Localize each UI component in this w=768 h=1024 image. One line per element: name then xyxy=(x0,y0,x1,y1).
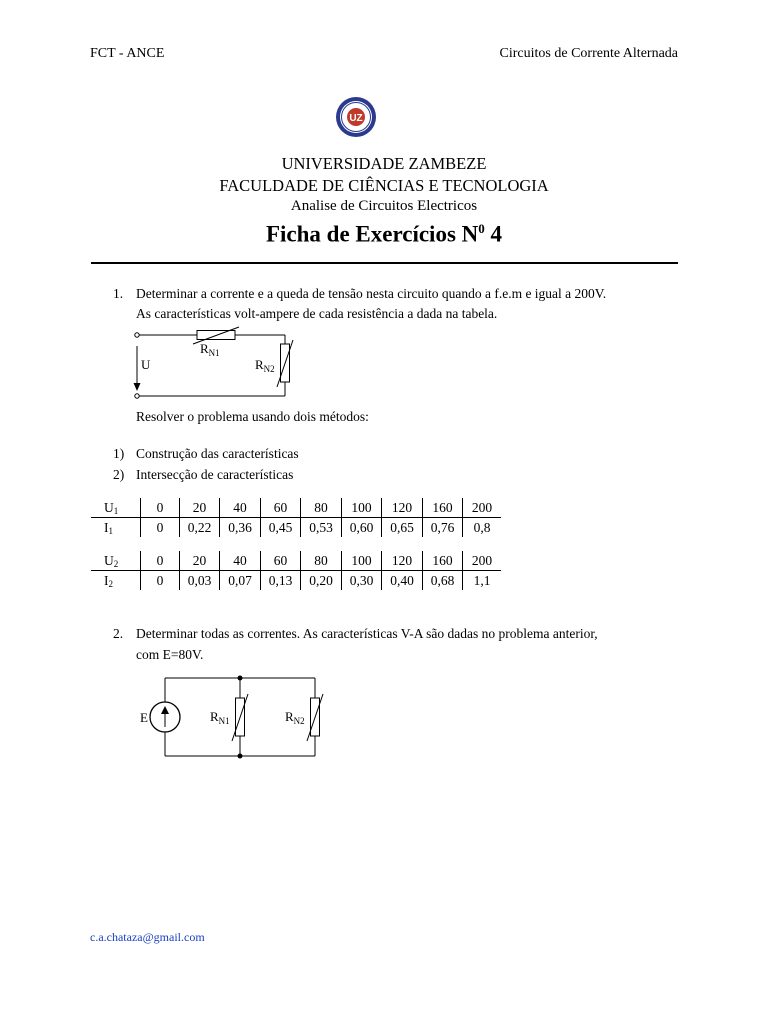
problem2-line2: com E=80V. xyxy=(136,647,204,662)
method-2-text: Intersecção de características xyxy=(136,467,294,482)
course-name: Analise de Circuitos Electricos xyxy=(290,198,478,214)
table-cell: 0,07 xyxy=(220,571,261,591)
problem1-number: 1. xyxy=(113,286,124,301)
table-cell: 0,53 xyxy=(301,518,342,538)
u1-label: $U_1$ xyxy=(91,498,141,518)
table-cell: 60 xyxy=(261,498,301,518)
table-cell: 120 xyxy=(382,551,423,571)
table-cell: 0,68 xyxy=(423,571,463,591)
table-cell: 0 xyxy=(141,571,180,591)
u2-label: $U_2$ xyxy=(91,551,141,571)
header-right: Circuitos de Corrente Alternada xyxy=(499,46,678,61)
table-cell: 0,60 xyxy=(342,518,382,538)
table-cell: 160 xyxy=(423,551,463,571)
table-cell: 0 xyxy=(141,551,180,571)
table-cell: 0,03 xyxy=(180,571,220,591)
source-label-e: E xyxy=(140,710,148,725)
method-1-number: 1) xyxy=(113,446,125,461)
table-cell: 0,45 xyxy=(261,518,301,538)
rn2-label-2: $R_{N2}$ xyxy=(285,709,305,726)
seal-text: UZ xyxy=(349,113,363,124)
method-2-number: 2) xyxy=(113,467,125,482)
problem1-line1: Determinar a corrente e a queda de tensão nesta circuito quando a f.e.m e igual a 200V. xyxy=(136,286,607,301)
table-row xyxy=(91,571,501,591)
source-arrow-icon xyxy=(161,706,169,714)
table-cell: 0 xyxy=(141,518,180,538)
table-cell: 80 xyxy=(301,498,342,518)
table-cell: 0,30 xyxy=(342,571,382,591)
table-cell: 0 xyxy=(141,498,180,518)
problem2-number: 2. xyxy=(113,626,124,641)
table-row xyxy=(91,498,501,518)
junction-bottom-icon xyxy=(238,754,243,759)
table-row xyxy=(91,518,501,538)
footer-email-link[interactable]: c.a.chataza@gmail.com xyxy=(90,930,205,944)
table-cell: 60 xyxy=(261,551,301,571)
university-seal-icon xyxy=(335,96,377,138)
table-cell: 20 xyxy=(180,498,220,518)
table-cell: 80 xyxy=(301,551,342,571)
table-cell: 1,1 xyxy=(463,571,502,591)
circuit-diagram-1 xyxy=(125,326,310,404)
table-cell: 100 xyxy=(342,551,382,571)
table-cell: 0,20 xyxy=(301,571,342,591)
source-label-u: U xyxy=(141,357,151,372)
va-table-1 xyxy=(91,498,501,537)
table-cell: 20 xyxy=(180,551,220,571)
table-cell: 120 xyxy=(382,498,423,518)
faculty-name: FACULDADE DE CIÊNCIAS E TECNOLOGIA xyxy=(219,176,549,195)
problem1-line2: As características volt-ampere de cada resistência a dada na tabela. xyxy=(136,306,498,321)
table-cell: 0,65 xyxy=(382,518,423,538)
table-cell: 0,8 xyxy=(463,518,502,538)
table-cell: 200 xyxy=(463,551,502,571)
table-row xyxy=(91,551,501,571)
sheet-title-text: Ficha de Exercícios N xyxy=(265,221,479,247)
header-left: FCT - ANCE xyxy=(90,46,165,61)
table-cell: 0,76 xyxy=(423,518,463,538)
sheet-title-sup: 0 xyxy=(478,221,485,236)
va-table-2 xyxy=(91,551,501,590)
table-cell: 40 xyxy=(220,551,261,571)
circuit-diagram-2 xyxy=(135,670,335,765)
table-cell: 200 xyxy=(463,498,502,518)
table-cell: 100 xyxy=(342,498,382,518)
problem2-line1: Determinar todas as correntes. As características V-A são dadas no problema anterior, xyxy=(136,626,598,641)
sheet-title xyxy=(0,221,768,248)
university-name: UNIVERSIDADE ZAMBEZE xyxy=(281,154,487,173)
rn1-label: $R_{N1}$ xyxy=(200,341,220,358)
table-cell: 0,40 xyxy=(382,571,423,591)
i2-label: $I_2$ xyxy=(104,572,113,589)
method-1-text: Construção das características xyxy=(136,446,299,461)
table-cell: 0,22 xyxy=(180,518,220,538)
methods-intro: Resolver o problema usando dois métodos: xyxy=(136,409,369,424)
table-cell: 0,36 xyxy=(220,518,261,538)
rn1-label-2: $R_{N1}$ xyxy=(210,709,230,726)
sheet-title-number: 4 xyxy=(490,221,503,247)
i1-label: $I_1$ xyxy=(104,519,113,536)
table-cell: 160 xyxy=(423,498,463,518)
title-divider xyxy=(91,262,678,264)
table-cell: 40 xyxy=(220,498,261,518)
rn2-label: $R_{N2}$ xyxy=(255,357,275,374)
voltage-arrow-icon xyxy=(134,383,141,391)
table-cell: 0,13 xyxy=(261,571,301,591)
junction-top-icon xyxy=(238,676,243,681)
